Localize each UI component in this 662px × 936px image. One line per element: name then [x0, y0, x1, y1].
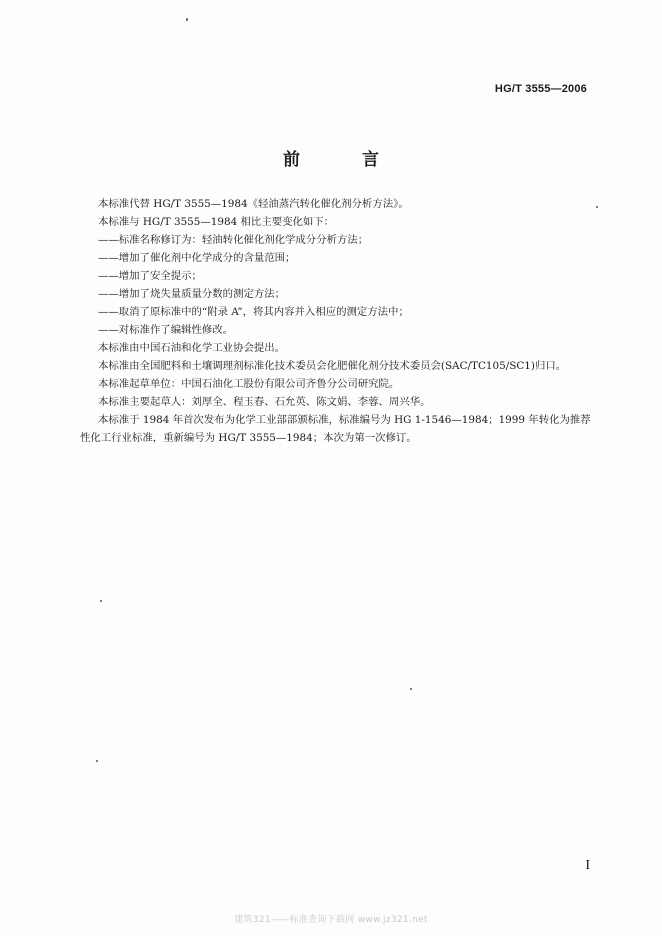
list-item: ——增加了烧失量质量分数的测定方法； — [98, 288, 286, 300]
paragraph: 本标准与 HG/T 3555—1984 相比主要变化如下： — [98, 216, 335, 228]
scan-speck — [410, 688, 412, 690]
paragraph: 本标准由中国石油和化学工业协会提出。 — [98, 342, 286, 354]
page-title: 前 言 — [283, 150, 407, 170]
standard-code: HG/T 3555—2006 — [494, 83, 587, 95]
scan-speck — [596, 206, 598, 208]
foreword-body — [80, 195, 592, 447]
scan-speck — [96, 760, 98, 762]
page-number: I — [585, 858, 590, 873]
scan-speck — [100, 600, 102, 602]
list-item: ——取消了原标准中的“附录 A”，将其内容并入相应的测定方法中； — [98, 306, 409, 318]
paragraph: 本标准主要起草人：刘厚全、程玉春、石允英、陈文娟、李蓉、周兴华。 — [98, 396, 431, 408]
site-watermark: 建筑321——标准查询下载网 www.jz321.net — [234, 915, 428, 925]
paragraph: 本标准代替 HG/T 3555—1984《轻油蒸汽转化催化剂分析方法》。 — [98, 198, 409, 210]
list-item: ——增加了安全提示； — [98, 270, 202, 282]
scan-speck — [186, 18, 188, 21]
list-item: ——标准名称修订为：轻油转化催化剂化学成分分析方法； — [98, 234, 369, 246]
list-item: ——增加了催化剂中化学成分的含量范围； — [98, 252, 296, 264]
list-item: ——对标准作了编辑性修改。 — [98, 324, 234, 336]
paragraph: 本标准由全国肥料和土壤调理剂标准化技术委员会化肥催化剂分技术委员会(SAC/TC105/SC1)归口。 — [98, 360, 567, 372]
paragraph: 本标准起草单位：中国石油化工股份有限公司齐鲁分公司研究院。 — [98, 378, 400, 390]
paragraph: 本标准于 1984 年首次发布为化学工业部部颁标准，标准编号为 HG 1-1546—1984；1999 年转化为推荐性化工行业标准，重新编号为 HG/T 3555—1984；本次为第一次修订。 — [80, 414, 591, 444]
